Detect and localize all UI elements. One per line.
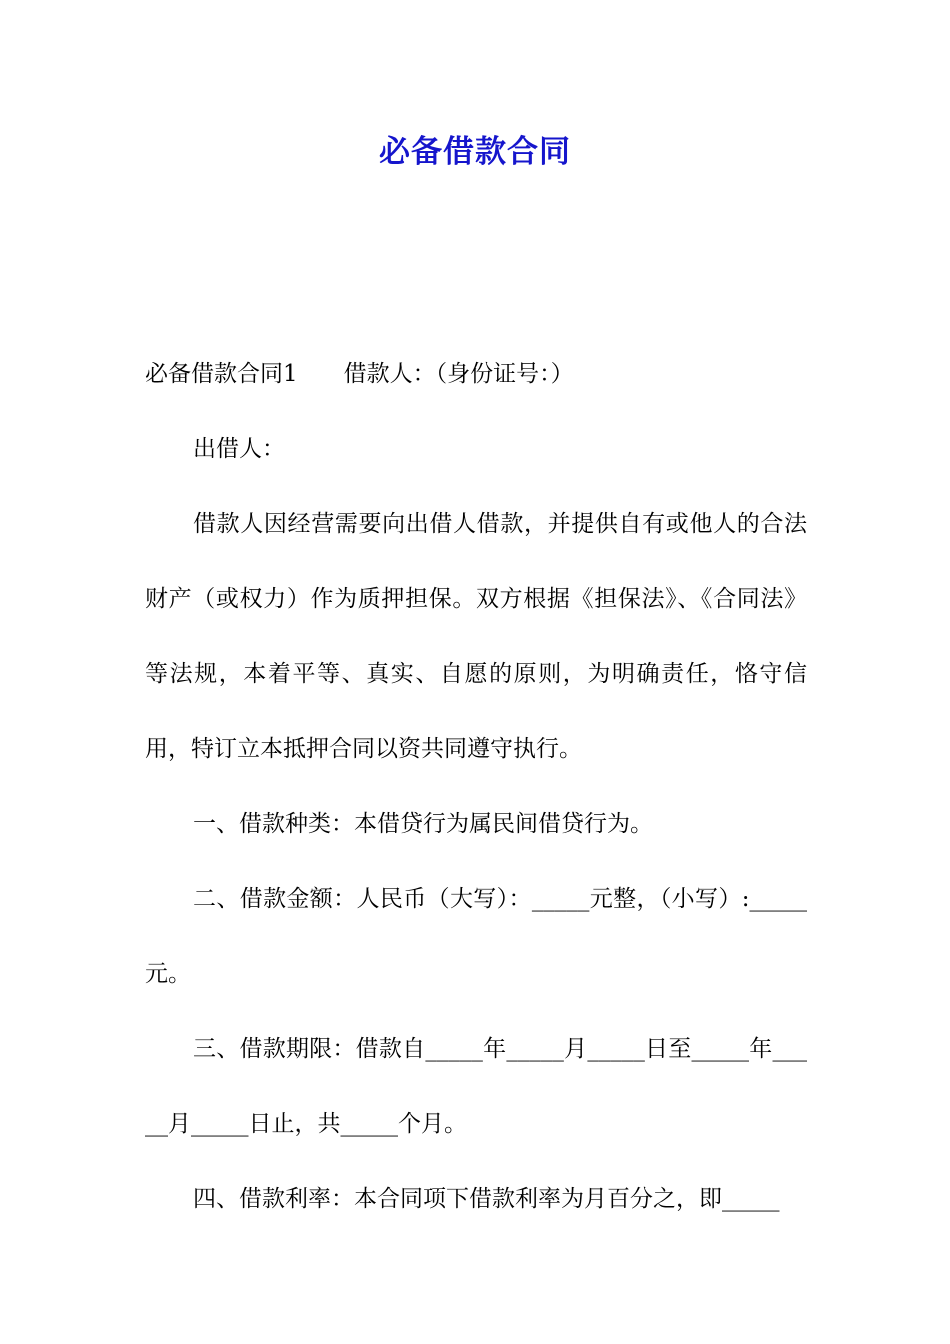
page-title: 必备借款合同	[379, 134, 571, 170]
clause-loan-amount: 二、借款金额：人民币（大写）：_____元整，（小写）:_____元。	[145, 886, 807, 987]
borrower-line: 借款人：（身份证号：）	[343, 361, 574, 387]
contract-section-label: 必备借款合同1	[145, 361, 298, 387]
clause-interest-rate: 四、借款利率：本合同项下借款利率为月百分之，即_____	[193, 1186, 780, 1212]
lender-line: 出借人：	[193, 436, 285, 462]
clause-loan-term: 三、借款期限：借款自_____年_____月_____日至_____年_____月_____日止，共_____个月。	[145, 1036, 807, 1137]
contract-heading-line	[145, 337, 807, 412]
clause-loan-type: 一、借款种类：本借贷行为属民间借贷行为。	[193, 811, 653, 837]
document-body	[145, 337, 807, 1237]
preamble-paragraph: 借款人因经营需要向出借人借款，并提供自有或他人的合法财产（或权力）作为质押担保。双方根据《担保法》、《合同法》等法规，本着平等、真实、自愿的原则，为明确责任，恪守信用，特订立本抵押合同以资共同遵守执行。	[145, 511, 807, 762]
